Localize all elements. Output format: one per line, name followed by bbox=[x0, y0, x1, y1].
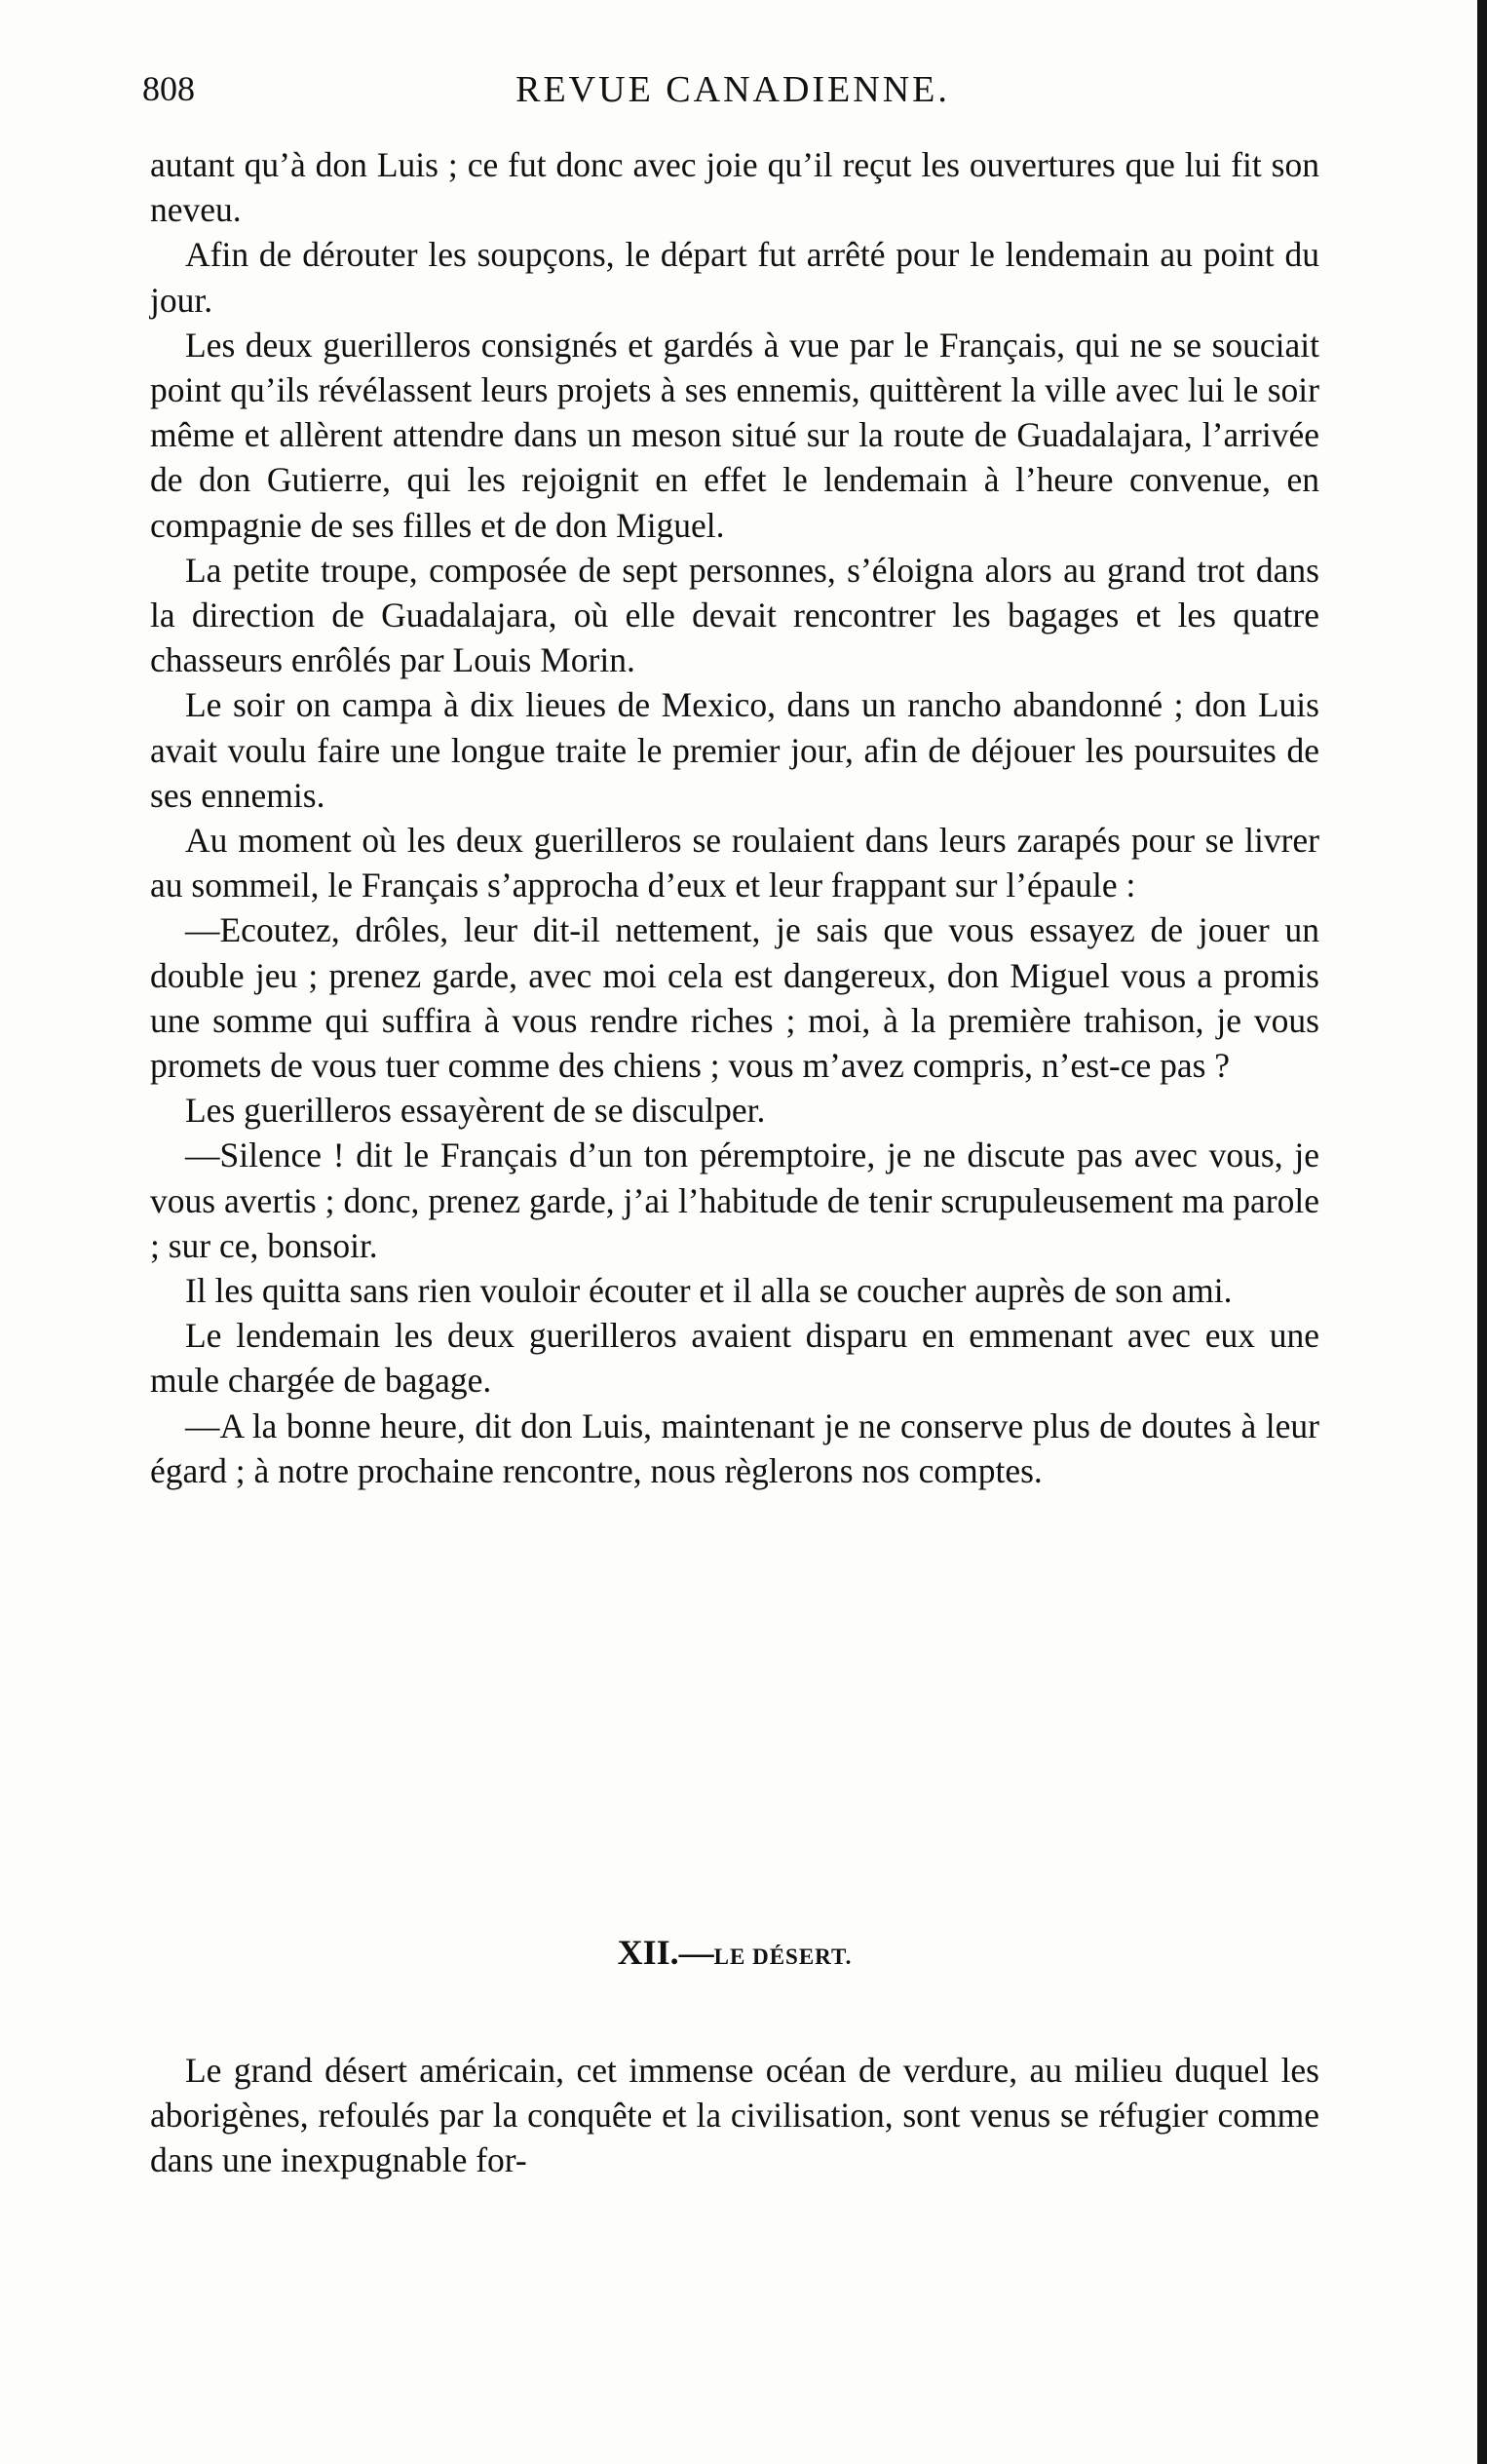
paragraph: Au moment où les deux guerilleros se roulaient dans leurs zarapés pour se livrer au sommeil, le Français s’approcha d’eux et leur frappant sur l’épaule : bbox=[150, 821, 1319, 905]
running-title: REVUE CANADIENNE. bbox=[515, 69, 950, 110]
paragraph: —A la bonne heure, dit don Luis, maintenant je ne conserve plus de doutes à leur égard ; à notre prochaine rencontre, nous règlerons nos comptes. bbox=[150, 1405, 1319, 1490]
paragraph: Le soir on campa à dix lieues de Mexico, dans un rancho abandonné ; don Luis avait voulu faire une longue traite le premier jour, afin de déjouer les poursuites de ses ennemis. bbox=[150, 685, 1319, 815]
paragraph: —Silence ! dit le Français d’un ton péremptoire, je ne discute pas avec vous, je vous avertis ; donc, prenez garde, j’ai l’habitude de tenir scrupuleusement ma parole ; sur ce, bonsoir. bbox=[150, 1136, 1319, 1265]
page-number: 808 bbox=[142, 69, 195, 108]
paragraph: Les deux guerilleros consignés et gardés à vue par le Français, qui ne se souciait point qu’ils révélassent leurs projets à ses ennemis, quittèrent la ville avec lui le soir même et allèrent attendre dans un meson situé sur la route de Guadalajara, l’arrivée de don Gutierre, qui les rejoignit en effet le lendemain à l’heure convenue, en compagnie de ses filles et de don Miguel. bbox=[150, 325, 1319, 545]
chapter-title: LE DÉSERT. bbox=[713, 1944, 853, 1969]
chapter-number: XII.— bbox=[617, 1933, 714, 1972]
chapter-heading bbox=[150, 1932, 1319, 1973]
page-header bbox=[142, 68, 1323, 127]
paragraph: La petite troupe, composée de sept personnes, s’éloigna alors au grand trot dans la direction de Guadalajara, où elle devait rencontrer les bagages et les quatre chasseurs enrôlés par Louis Morin. bbox=[150, 550, 1319, 680]
paragraph: Le lendemain les deux guerilleros avaient disparu en emmenant avec eux une mule chargée de bagage. bbox=[150, 1316, 1319, 1401]
page-edge-shadow bbox=[1477, 0, 1487, 2464]
paragraph: —Ecoutez, drôles, leur dit-il nettement, je sais que vous essayez de jouer un double jeu ; prenez garde, avec moi cela est dangereux, don Miguel vous a promis une somme qui suffira à vous rendre riches ; moi, à la première trahison, je vous promets de vous tuer comme des chiens ; vous m’avez compris, n’est-ce pas ? bbox=[150, 910, 1319, 1086]
section-text bbox=[150, 2048, 1319, 2183]
paragraph: Afin de dérouter les soupçons, le départ fut arrêté pour le lendemain au point du jour. bbox=[150, 235, 1319, 320]
paragraph: Il les quitta sans rien vouloir écouter et il alla se coucher auprès de son ami. bbox=[185, 1271, 1233, 1311]
paragraph: Le grand désert américain, cet immense océan de verdure, au milieu duquel les aborigènes, refoulés par la conquête et la civilisation, sont venus se réfugier comme dans une inexpugnable for- bbox=[150, 2051, 1319, 2180]
paragraph: Les guerilleros essayèrent de se disculper. bbox=[185, 1091, 766, 1131]
paragraph: autant qu’à don Luis ; ce fut donc avec joie qu’il reçut les ouvertures que lui fit son neveu. bbox=[150, 145, 1319, 230]
body-text bbox=[150, 142, 1319, 1493]
